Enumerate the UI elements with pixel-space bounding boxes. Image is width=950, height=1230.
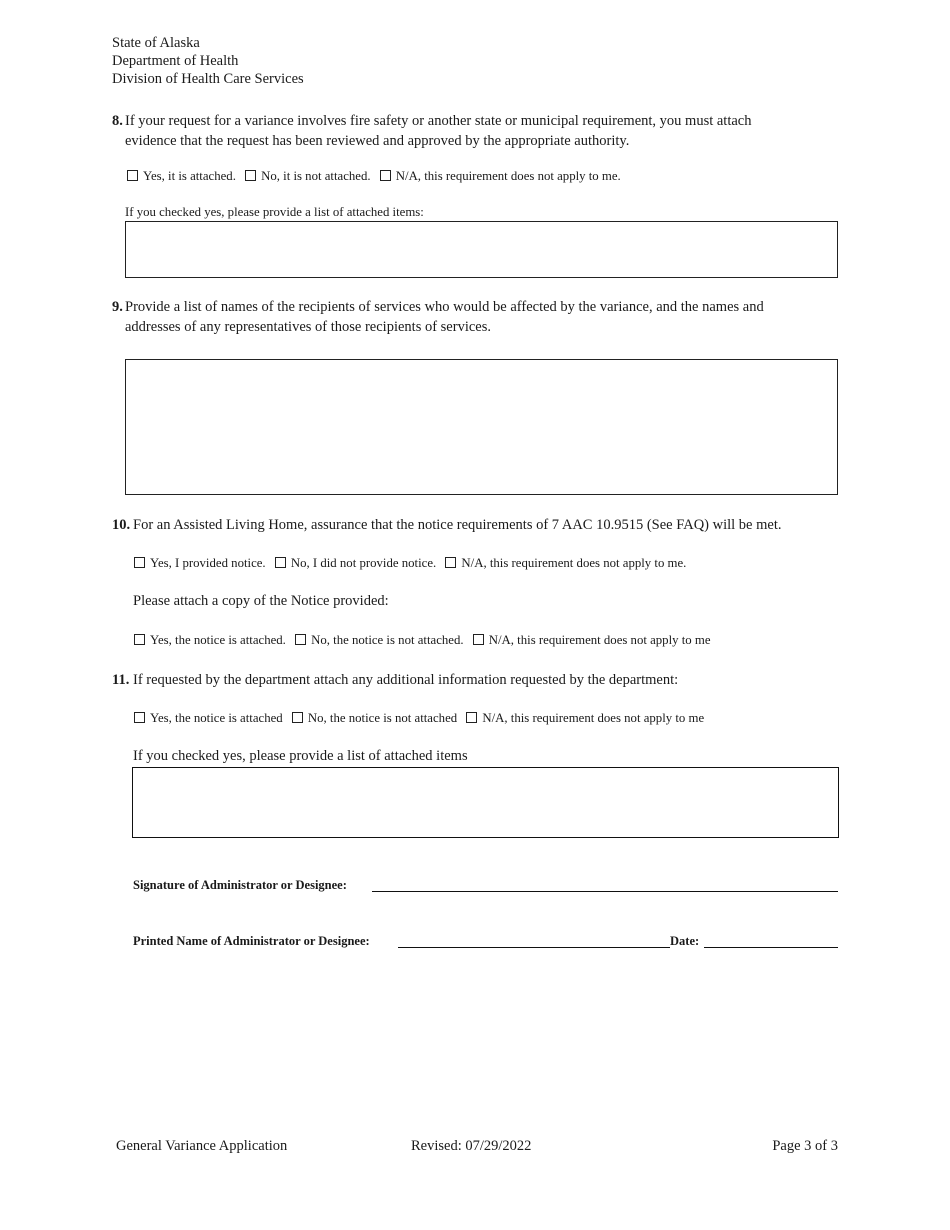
checkbox[interactable] <box>134 634 145 645</box>
q10-attach-option-yes[interactable]: Yes, the notice is attached. <box>134 633 286 647</box>
checkbox[interactable] <box>466 712 477 723</box>
footer-form-name: General Variance Application <box>116 1138 288 1154</box>
question-number: 11. <box>112 672 130 688</box>
header-department: Department of Health <box>112 53 239 69</box>
q8-attached-items-field[interactable] <box>125 221 838 278</box>
question-11 <box>0 671 950 691</box>
agency-header <box>112 34 304 88</box>
date-label: Date: <box>670 934 700 948</box>
q8-option-na[interactable]: N/A, this requirement does not apply to me. <box>380 169 621 183</box>
q11-list-label: If you checked yes, please provide a list of attached items <box>133 748 468 764</box>
footer-page-number: Page 3 of 3 <box>772 1138 838 1154</box>
q10-attach-option-na[interactable]: N/A, this requirement does not apply to me <box>473 633 711 647</box>
q9-recipients-field[interactable] <box>125 359 838 495</box>
question-10 <box>0 516 950 536</box>
checkbox[interactable] <box>134 557 145 568</box>
checkbox[interactable] <box>473 634 484 645</box>
q10-option-yes[interactable]: Yes, I provided notice. <box>134 556 266 570</box>
checkbox[interactable] <box>275 557 286 568</box>
question-text-line-2: evidence that the request has been reviewed and approved by the appropriate authority. <box>125 132 630 149</box>
signature-label: Signature of Administrator or Designee: <box>133 878 347 892</box>
q10-option-no[interactable]: No, I did not provide notice. <box>275 556 436 570</box>
checkbox[interactable] <box>134 712 145 723</box>
signature-line[interactable] <box>372 891 838 892</box>
q10-attach-options <box>134 633 717 648</box>
q8-option-no[interactable]: No, it is not attached. <box>245 169 370 183</box>
question-text: For an Assisted Living Home, assurance that the notice requirements of 7 AAC 10.9515 (See FAQ) will be met. <box>133 517 782 533</box>
date-line[interactable] <box>704 947 838 948</box>
checkbox[interactable] <box>245 170 256 181</box>
checkbox[interactable] <box>127 170 138 181</box>
printed-name-label: Printed Name of Administrator or Designee: <box>133 934 370 948</box>
q10-attach-label: Please attach a copy of the Notice provided: <box>133 593 389 609</box>
checkbox[interactable] <box>295 634 306 645</box>
printed-name-line[interactable] <box>398 947 670 948</box>
q11-option-yes[interactable]: Yes, the notice is attached <box>134 711 283 725</box>
q8-list-label: If you checked yes, please provide a list of attached items: <box>125 205 424 219</box>
q11-option-no[interactable]: No, the notice is not attached <box>292 711 457 725</box>
q10-options <box>134 556 692 571</box>
question-number: 10. <box>112 517 131 533</box>
q11-option-na[interactable]: N/A, this requirement does not apply to me <box>466 711 704 725</box>
question-8 <box>0 112 950 152</box>
q8-option-yes[interactable]: Yes, it is attached. <box>127 169 236 183</box>
q8-options <box>127 169 627 184</box>
checkbox[interactable] <box>445 557 456 568</box>
question-text-line-2: addresses of any representatives of those recipients of services. <box>125 318 491 335</box>
checkbox[interactable] <box>292 712 303 723</box>
header-state: State of Alaska <box>112 35 200 51</box>
footer-revised-date: Revised: 07/29/2022 <box>411 1138 532 1154</box>
q10-option-na[interactable]: N/A, this requirement does not apply to me. <box>445 556 686 570</box>
question-9 <box>0 298 950 338</box>
q10-attach-option-no[interactable]: No, the notice is not attached. <box>295 633 463 647</box>
header-division: Division of Health Care Services <box>112 71 304 87</box>
question-text-line-1: If your request for a variance involves fire safety or another state or municipal requirement, you must attach <box>125 113 752 129</box>
q11-options <box>134 711 710 726</box>
question-number: 8. <box>112 113 123 129</box>
question-text-line-1: Provide a list of names of the recipients of services who would be affected by the variance, and the names and <box>125 299 764 315</box>
question-text: If requested by the department attach any additional information requested by the department: <box>133 672 679 688</box>
question-number: 9. <box>112 299 123 315</box>
q11-attached-items-field[interactable] <box>132 767 839 838</box>
checkbox[interactable] <box>380 170 391 181</box>
